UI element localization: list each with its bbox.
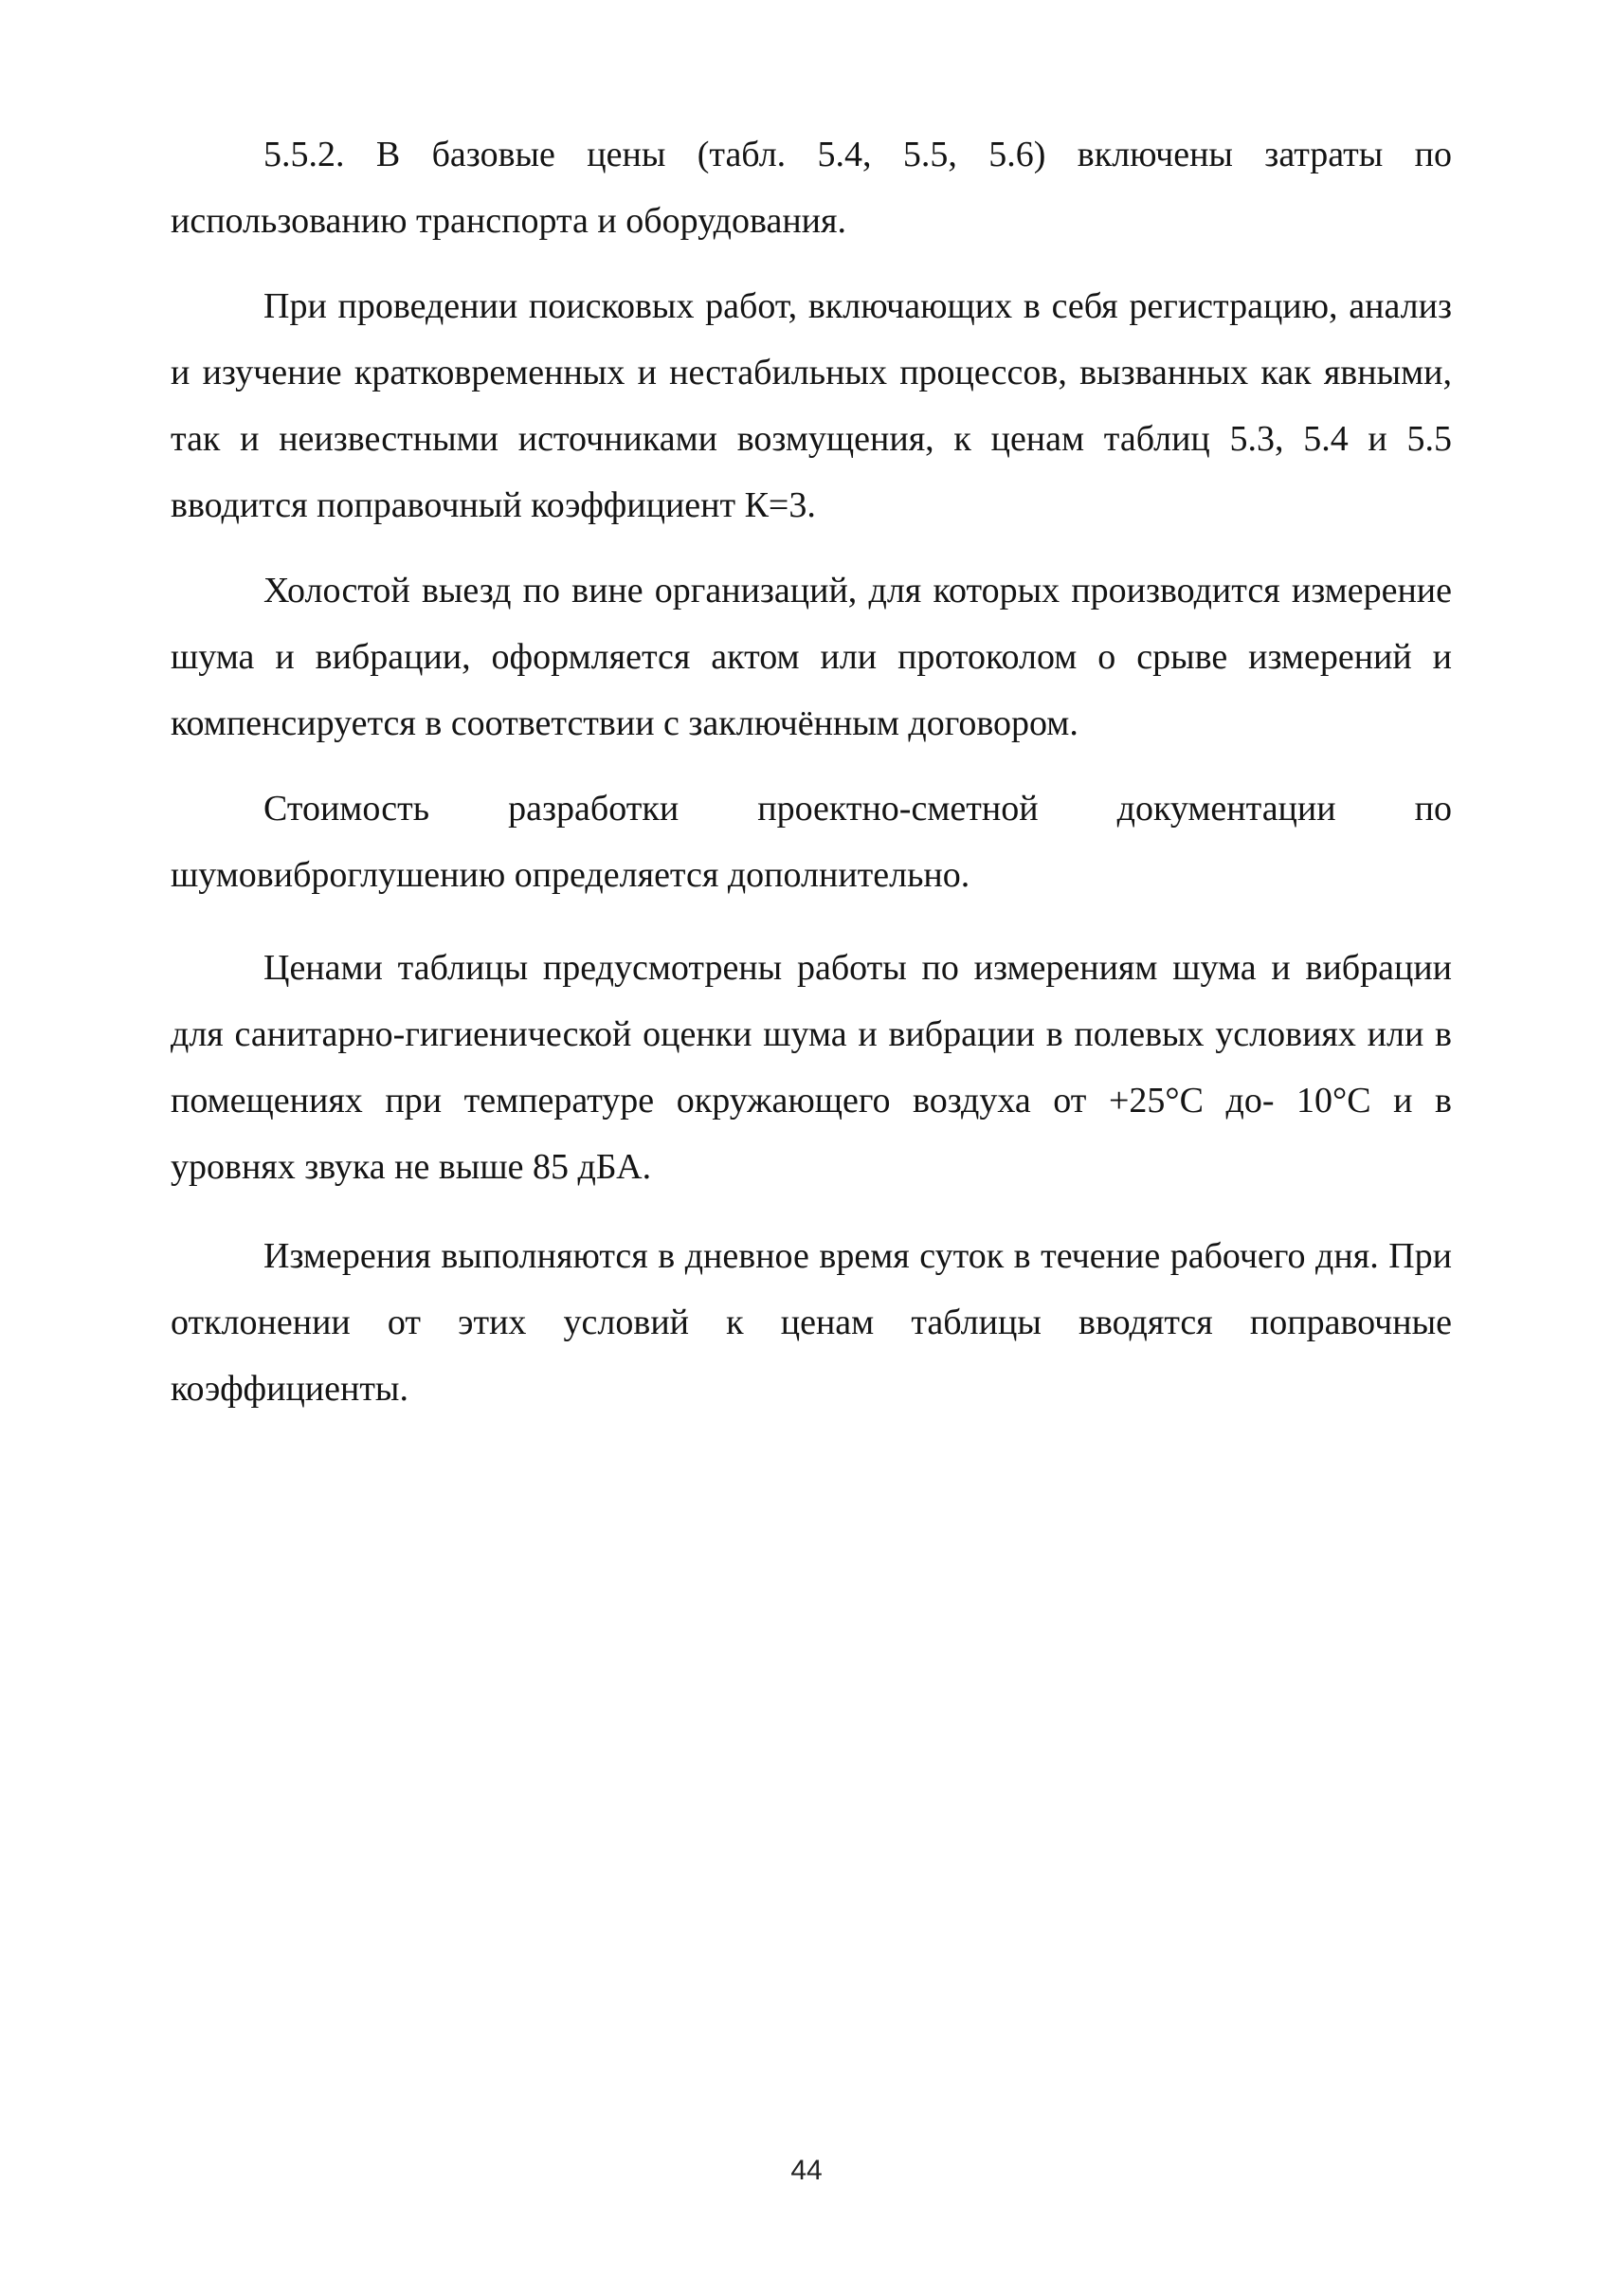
paragraph-measurement-time: Измерения выполняются в дневное время суток в течение рабочего дня. При отклонении от этих условий к ценам таблицы вводятся поправочные коэффициенты. [171, 1236, 1452, 1409]
paragraph-5-5-2: 5.5.2. В базовые цены (табл. 5.4, 5.5, 5.6) включены затраты по использованию транспорта и оборудования. [171, 135, 1452, 241]
paragraph-table-prices: Ценами таблицы предусмотрены работы по измерениям шума и вибрации для санитарно-гигиенической оценки шума и вибрации в полевых условиях или в помещениях при температуре окружающего воздуха от +25°С до- 10°С и в уровнях звука не выше 85 дБА. [171, 948, 1452, 1187]
paragraph-idle-trip: Холостой выезд по вине организаций, для которых производится измерение шума и вибрации, оформляется актом или протоколом о срыве измерений и компенсируется в соответствии с заключённым договором. [171, 571, 1452, 743]
page-number: 44 [790, 2155, 823, 2186]
paragraph-search-works: При проведении поисковых работ, включающих в себя регистрацию, анализ и изучение кратковременных и нестабильных процессов, вызванных как явными, так и неизвестными источниками возмущения, к ценам таблиц 5.3, 5.4 и 5.5 вводится поправочный коэффициент К=3. [171, 286, 1452, 525]
paragraph-design-cost: Стоимость разработки проектно-сметной документации по шумовиброглушению определяется дополнительно. [171, 789, 1452, 895]
body-text [171, 121, 1452, 1422]
